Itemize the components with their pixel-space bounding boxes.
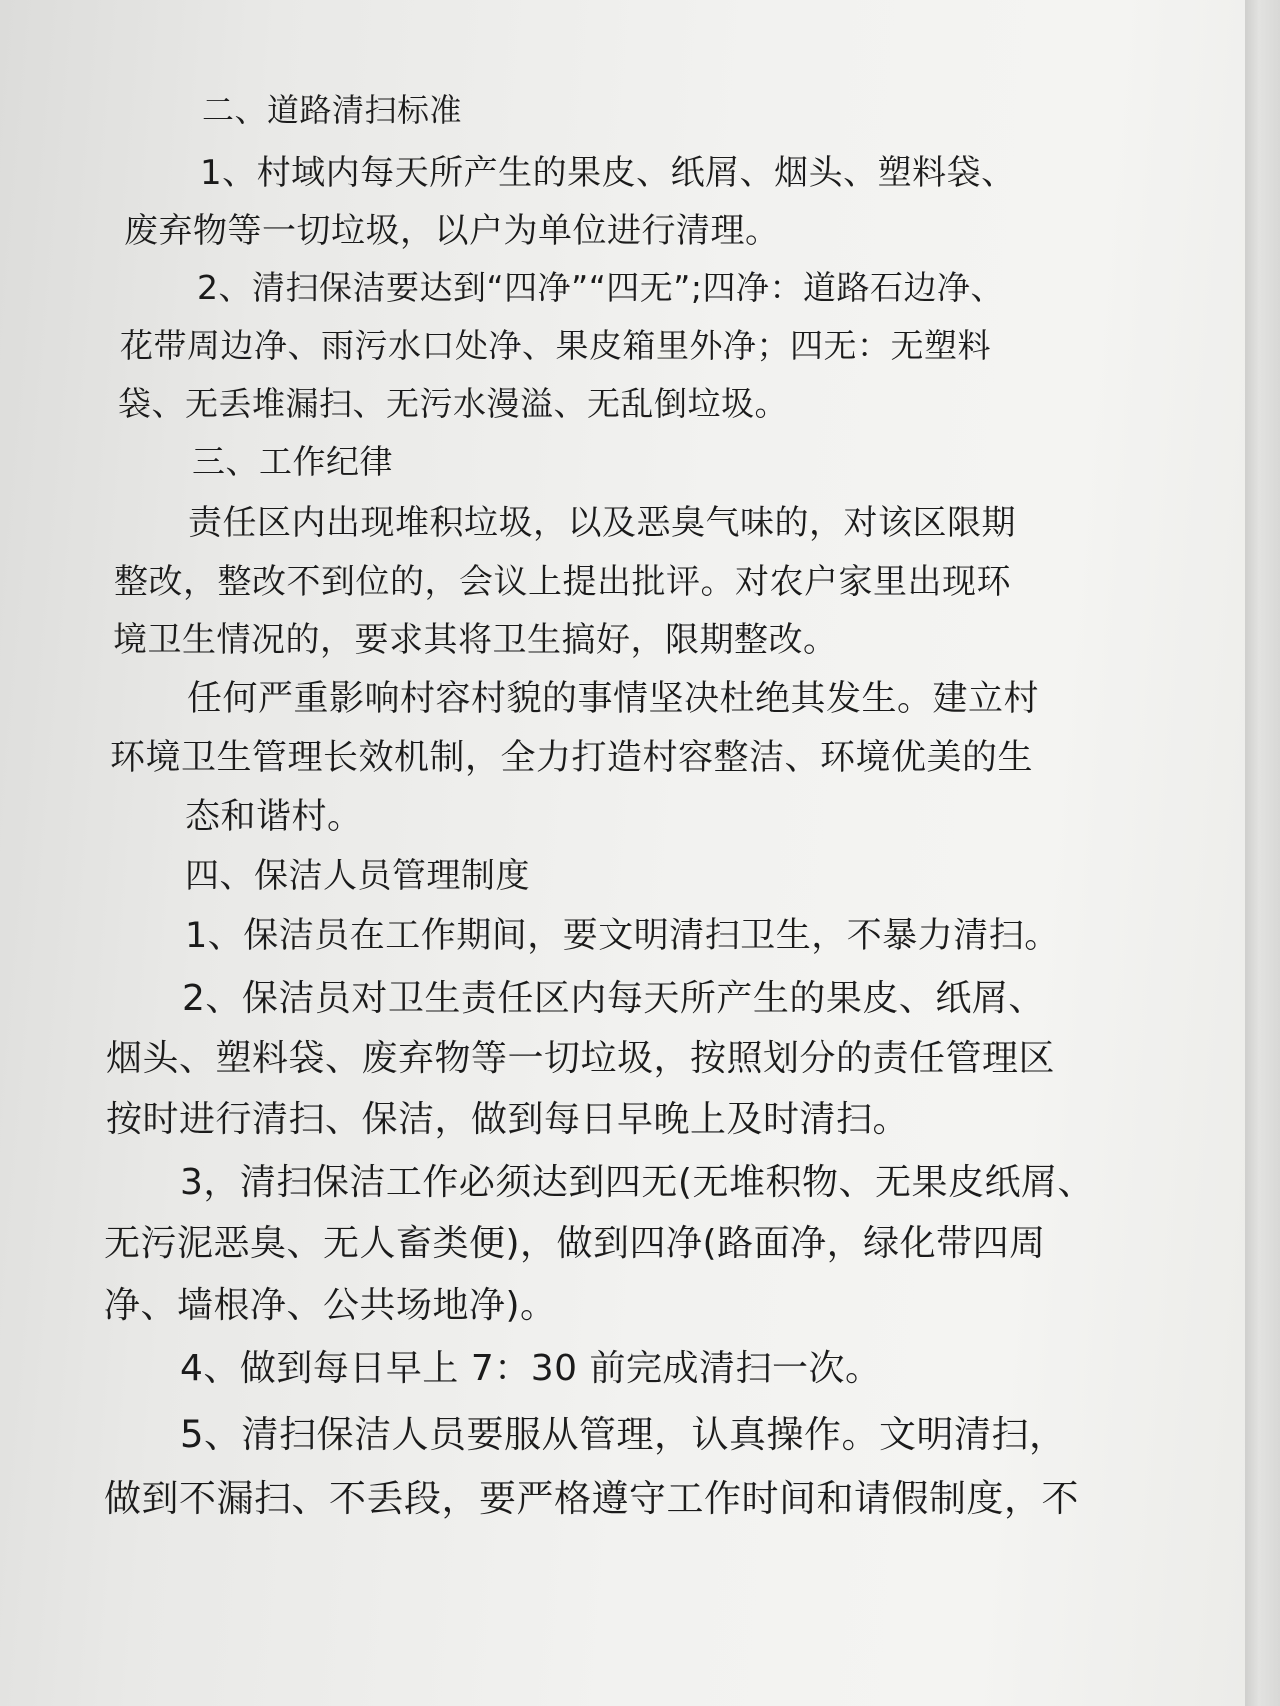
paragraph-line: 2、保洁员对卫生责任区内每天所产生的果皮、纸屑、 bbox=[182, 978, 1045, 1019]
section-heading-work-discipline: 三、工作纪律 bbox=[192, 442, 393, 481]
paragraph-line: 1、保洁员在工作期间，要文明清扫卫生，不暴力清扫。 bbox=[185, 916, 1060, 956]
paragraph-line: 烟头、塑料袋、废弃物等一切垃圾，按照划分的责任管理区 bbox=[106, 1038, 1056, 1079]
page-edge-shadow bbox=[1245, 0, 1280, 1706]
paragraph-line: 5、清扫保洁人员要服从管理，认真操作。文明清扫， bbox=[180, 1413, 1067, 1456]
paragraph-line: 袋、无丢堆漏扫、无污水漫溢、无乱倒垃圾。 bbox=[118, 384, 788, 423]
paragraph-line: 责任区内出现堆积垃圾，以及恶臭气味的，对该区限期 bbox=[188, 503, 1016, 543]
paragraph-line: 态和谐村。 bbox=[185, 797, 363, 837]
paragraph-line: 环境卫生管理长效机制，全力打造村容整洁、环境优美的生 bbox=[110, 738, 1034, 778]
paragraph-line: 花带周边净、雨污水口处净、果皮箱里外净；四无：无塑料 bbox=[120, 326, 991, 365]
section-heading-road-cleaning: 二、道路清扫标准 bbox=[202, 91, 463, 129]
paragraph-line: 做到不漏扫、不丢段，要严格遵守工作时间和请假制度，不 bbox=[104, 1477, 1079, 1520]
paragraph-line: 任何严重影响村容村貌的事情坚决杜绝其发生。建立村 bbox=[187, 679, 1040, 719]
section-heading-cleaner-management: 四、保洁人员管理制度 bbox=[185, 856, 530, 896]
paragraph-line: 无污泥恶臭、无人畜类便)，做到四净(路面净，绿化带四周 bbox=[104, 1223, 1046, 1264]
paragraph-line: 4、做到每日早上 7：30 前完成清扫一次。 bbox=[180, 1348, 882, 1389]
paragraph-line: 2、清扫保洁要达到“四净”“四无”;四净：道路石边净、 bbox=[197, 268, 1004, 307]
paragraph-line: 1、村域内每天所产生的果皮、纸屑、烟头、塑料袋、 bbox=[200, 153, 1016, 193]
paragraph-line: 净、墙根净、公共场地净)。 bbox=[104, 1285, 557, 1326]
paragraph-line: 按时进行清扫、保洁，做到每日早晚上及时清扫。 bbox=[106, 1099, 910, 1140]
paragraph-line: 整改，整改不到位的，会议上提出批评。对农户家里出现环 bbox=[114, 562, 1011, 602]
paragraph-line: 废弃物等一切垃圾，以户为单位进行清理。 bbox=[124, 211, 780, 251]
paragraph-line: 3，清扫保洁工作必须达到四无(无堆积物、无果皮纸屑、 bbox=[180, 1162, 1094, 1203]
paragraph-line: 境卫生情况的，要求其将卫生搞好，限期整改。 bbox=[113, 620, 838, 660]
